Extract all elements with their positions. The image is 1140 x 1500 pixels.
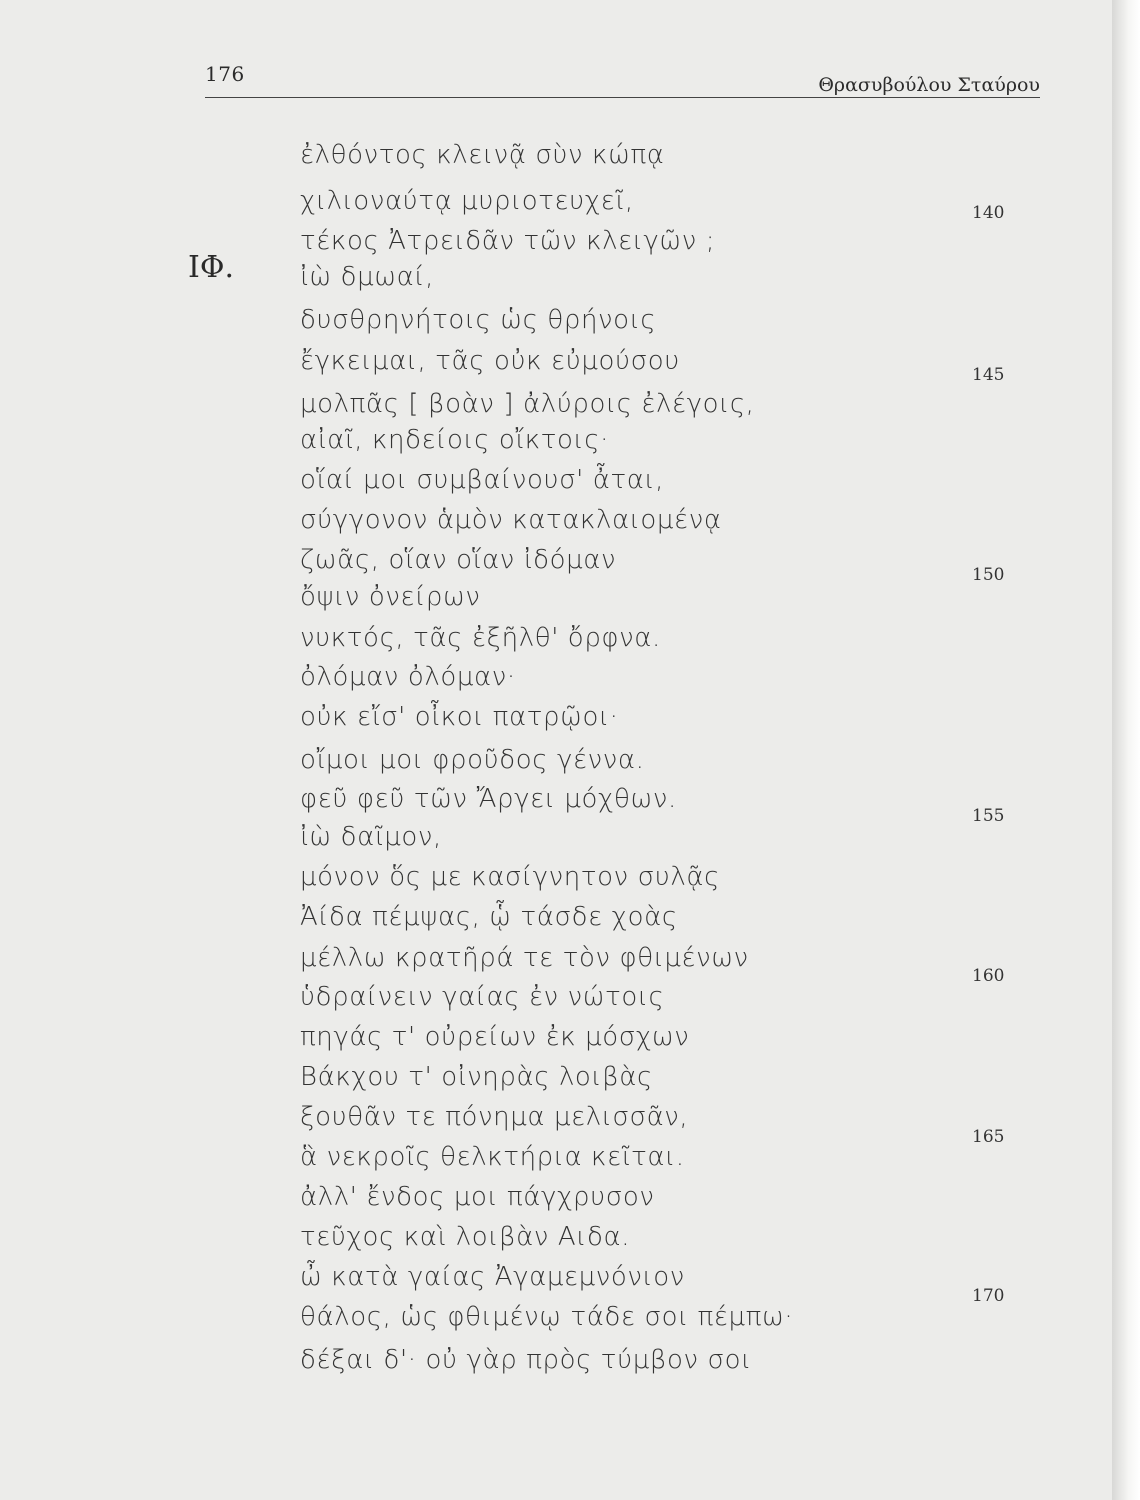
- verse-line: χιλιοναύτᾳ μυριοτευχεῖ,: [300, 186, 634, 216]
- line-number: 160: [972, 966, 1005, 986]
- verse-line: δυσθρηνήτοις ὡς θρήνοις: [300, 305, 657, 335]
- verse-line: Βάκχου τ' οἰνηρὰς λοιβὰς: [300, 1062, 653, 1092]
- page-edge-shadow: [1112, 0, 1140, 1500]
- verse-line: ἃ νεκροῖς θελκτήρια κεῖται.: [300, 1142, 685, 1172]
- verse-line: οἵαί μοι συμβαίνουσ' ἆται,: [300, 465, 665, 495]
- verse-line: θάλος, ὡς φθιμένῳ τάδε σοι πέμπω·: [300, 1302, 794, 1332]
- page-number: 176: [205, 62, 245, 86]
- line-number: 165: [972, 1127, 1005, 1147]
- verse-line: ἐλθόντος κλεινᾷ σὺν κώπᾳ: [300, 140, 665, 170]
- line-number: 155: [972, 806, 1005, 826]
- speaker-label: ΙΦ.: [188, 250, 234, 285]
- verse-line: ἀλλ' ἔνδος μοι πάγχρυσον: [300, 1182, 655, 1212]
- line-number: 170: [972, 1286, 1005, 1306]
- verse-line: μέλλω κρατῆρά τε τὸν φθιμένων: [300, 943, 749, 973]
- verse-line: φεῦ φεῦ τῶν Ἄργει μόχθων.: [300, 784, 677, 814]
- verse-line: ὀλόμαν ὀλόμαν·: [300, 662, 516, 692]
- verse-line: τέκος Ἀτρειδᾶν τῶν κλειγῶν ;: [300, 226, 716, 256]
- verse-line: σύγγονον ἁμὸν κατακλαιομένᾳ: [300, 505, 722, 535]
- header-author: Θρασυβούλου Σταύρου: [818, 74, 1040, 96]
- line-number: 140: [972, 203, 1005, 223]
- verse-line: τεῦχος καὶ λοιβὰν Αιδα.: [300, 1222, 631, 1252]
- verse-line: μολπᾶς [ βοὰν ] ἀλύροις ἐλέγοις,: [300, 389, 755, 419]
- verse-line: ὑδραίνειν γαίας ἐν νώτοις: [300, 982, 665, 1012]
- verse-line: δέξαι δ'· οὐ γὰρ πρὸς τύμβον σοι: [300, 1345, 752, 1375]
- verse-line: ἰὼ δμωαί,: [300, 262, 434, 292]
- verse-line: ἔγκειμαι, τᾶς οὐκ εὐμούσου: [300, 346, 680, 376]
- verse-line: οἴμοι μοι φροῦδος γέννα.: [300, 745, 645, 775]
- verse-line: ἰὼ δαῖμον,: [300, 822, 442, 852]
- line-number: 150: [972, 565, 1005, 585]
- verse-line: ὄψιν ὀνείρων: [300, 582, 481, 612]
- line-number: 145: [972, 365, 1005, 385]
- verse-line: ξουθᾶν τε πόνημα μελισσᾶν,: [300, 1102, 689, 1132]
- verse-line: οὐκ εἴσ' οἶκοι πατρῷοι·: [300, 702, 619, 732]
- verse-line: νυκτός, τᾶς ἐξῆλθ' ὄρφνα.: [300, 623, 661, 653]
- verse-line: ὦ κατὰ γαίας Ἀγαμεμνόνιον: [300, 1262, 685, 1292]
- verse-line: μόνον ὅς με κασίγνητον συλᾷς: [300, 862, 720, 892]
- verse-line: αἰαῖ, κηδείοις οἴκτοις·: [300, 425, 609, 455]
- verse-line: Ἀίδα πέμψας, ᾧ τάσδε χοὰς: [300, 902, 678, 932]
- verse-line: πηγάς τ' οὐρείων ἐκ μόσχων: [300, 1022, 690, 1052]
- verse-line: ζωᾶς, οἵαν οἵαν ἰδόμαν: [300, 545, 617, 575]
